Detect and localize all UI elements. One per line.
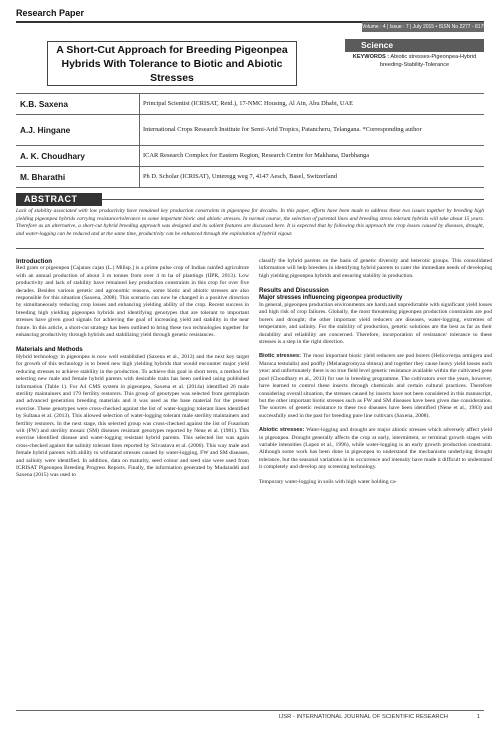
abiotic-text: Water-logging and drought are major abiotic stresses which adversely affect yield in pigeonpea. Drought generally affects the crop at early, intermittent, or terminal growth stages with variable intensities (Lopez et al., 1996), while water-logging is an early growth production constraint. Although some work has been done in pigeonpea to understand the mechanisms underlying drought tolerance, but the seasonal variations in its occurrence and intensity have made it difficult to understand it completely and develop any screening technology. (259, 427, 493, 471)
title-box (47, 41, 297, 86)
author-table (16, 93, 484, 188)
subject-label: Science (345, 39, 484, 52)
intro-paragraph: Red gram or pigeonpea [Cajanus cajan (L.) Millsp.] is a prime pulse crop of Indian rainfed agriculture with an annual production of about 3 m tonnes from over 4 m ha of plantings (IIPR, 2013). Low productivity and lack of stability have remained key production constraints in this crop for over five decades. Besides various genetic and agronomic reasons, some biotic and abiotic stresses are also responsible for this situation (Saxena, 2008). This scenario can now be changed in a positive direction by simultaneously reducing crop losses and enhancing yielding ability of the crop. Recent success in breeding high yielding pigeonpea hybrids and identifying genotypes that are tolerant to important stresses have given good signals for achieving the goal of increasing yield and stability in the near future. In this article, a short-cut strategy has been outlined to bring these two technologies together for enhancing productivity through hybrids and stabilizing yield through genetic resistances. (16, 265, 249, 339)
author-affiliation: Principal Scientist (ICRISAT, Retd.), 17-NMC Housing, Al Ain, Abu Dhabi, UAE (143, 100, 354, 107)
page-header (16, 8, 487, 42)
methods-paragraph: Hybrid technology in pigeonpea is now well established (Saxena et al., 2013) and the next key target for growth of this technology is to breed new high yielding hybrids that would encounter major yield reducing stresses to achieve stability in the production. To achieve this goal in short term, a method for selecting new male and female hybrid parents with desirable traits has been outlined using published information (Table 1). For A4 CMS system in pigeonpea, Saxena et al. (2014a) identified 26 male sterility maintainers and 179 fertility restorers. This group of genotypes was selected from germplasm and advanced generation breeding materials and it was used as the base material for the present exercise. These genotypes were cross-checked against the list of water-logging tolerant lines identified by Sultana et al. (2013). This allowed selection of water-logging tolerant male sterility maintainers and fertility restorers. In the next stage, this selected group was cross-checked against the list of Fusarium wilt (FW) and sterility mosaic (SM) diseases resistant genotypes reported by Nene et al. (1981). This exercise identified disease and water-logging resistant hybrid parents. This selected list was again cross-checked against the salinity tolerant lines reported by Srivastava et al. (2006). This way male and female hybrid parents with ability to withstand stresses caused by water-logging, FW and SM diseases, and salinity were identified. In addition, data on maturity, seed colour and seed size were used from ICRISAT Pigeonpea Breeding Progress Reports. Finally, the information generated by Mudaraddi and Saxena (2015) was used to (16, 353, 249, 479)
biotic-text: The most important biotic yield reducers are pod borers (Helicoverpa armigera and Maruca testulalis) and podfly (Melanagromyza obtusa) and together they cause heavy yield losses each year; and unfortunately there is no true field level genetic resistance available within the cultivated gene pool (Choudhary et al., 2013) for use in breeding programme. The cultivators over the years, however, have learned to control these insects through chemicals and certain cultural practices. Therefore considering overall situation, the stresses caused by insects have not been considered in this manuscript, but the other important biotic stresses such as FW and SM diseases have been given due consideration. The sources of genetic resistance to these two diseases have been identified (Nene et al., 1983) and successfully used in the past for breeding pure line cultivars (Saxena, 2008). (259, 353, 493, 419)
volume-info: Volume : 4 | Issue : 7 | July 2015 • ISSN No 2277 - 8179 (362, 24, 487, 30)
abiotic-paragraph (259, 427, 492, 471)
author-affiliation: ICAR Research Complex for Eastern Region, Research Centre for Makhana, Darbhanga (143, 152, 370, 159)
abstract-label: ABSTRACT (16, 193, 102, 206)
keywords-label: KEYWORDS : (352, 54, 390, 60)
left-column (16, 258, 249, 487)
author-row (16, 115, 484, 146)
author-name: M. Bharathi (16, 167, 140, 187)
results-paragraph: In general, pigeonpea production environments are harsh and unpredictable with significant yield losses and high risk of crop failures. Globally, the most threatening pigeonpea production constraints are pod borers and drought; the other important yield reducers are diseases, water-logging, extremes of temperature, and salinity. For the stability of production, genetic solutions are the best as far as their durability and reliability are concerned. Therefore, incorporation of resistance/ tolerance to these stresses is a step in the right direction. (259, 302, 492, 346)
author-name: A.J. Hingane (16, 115, 140, 145)
keywords (345, 52, 484, 69)
paper-title: A Short-Cut Approach for Breeding Pigeonpea Hybrids With Tolerance to Biotic and Abiotic Stresses (56, 43, 288, 84)
keywords-text: Abiotic stresses-Pigeonpea-Hybrid breeding-Stability-Tolerance (379, 54, 477, 68)
author-affiliation: Ph D. Scholar (ICRISAT), Unteregg weg 7, 4147 Aesch, Basel, Switzerland (143, 173, 337, 180)
author-affiliation: International Crops Research Institute for Semi-Arid Tropics, Patancheru, Telangana. *Corresponding author (143, 126, 422, 133)
page-footer (16, 710, 484, 724)
subject-box (345, 39, 484, 89)
author-name: K.B. Saxena (16, 94, 140, 114)
results-heading: Results and Discussion (259, 287, 329, 295)
author-row (16, 146, 484, 167)
biotic-lead: Biotic stresses: (259, 353, 301, 360)
right-column (259, 258, 492, 493)
abstract-rule (102, 199, 484, 200)
intro-heading: Introduction (16, 258, 53, 265)
author-row (16, 167, 484, 188)
biotic-paragraph (259, 353, 492, 420)
waterlogging-paragraph: Temporary water-logging in soils with high water holding ca- (259, 478, 397, 485)
page-number: 1 (476, 714, 480, 720)
author-name: A. K. Choudhary (16, 146, 140, 166)
footer-journal: IJSR - INTERNATIONAL JOURNAL OF SCIENTIFIC RESEARCH (278, 714, 448, 720)
abstract-header (16, 193, 484, 206)
abstract-text: Lack of stability associated with low productivity have remained key production constraints in pigeonpea for decades. In this paper, efforts have been made to address these two issues together by breeding high yielding pigeonpea hybrids carrying resistance/tolerance to some important biotic and abiotic stresses. In normal course, the selection of parental lines and breeding stress tolerant hybrids will take about 15 years. Therefore as an alternative, a short-cut hybrid breeding approach was designed and its salient features are discussed here. It is expected that by following this approach the crop losses caused by diseases, drought, and water-logging can be reduced and at the same time, productivity can be enhanced through the exploitation of hybrid vigour. (16, 208, 484, 237)
abstract-bottom-rule (16, 248, 484, 249)
methods-continued-paragraph: classify the hybrid parents on the basis of genetic diversity and heterotic groups. This consolidated information will help breeders in identifying hybrid parents to cater the immediate needs of developing high yielding pigeonpea hybrids and ensuring stability in production. (259, 258, 492, 279)
results-subheading: Major stresses influencing pigeonpea productivity (259, 294, 403, 301)
abiotic-lead: Abiotic stresses: (259, 427, 305, 434)
paper-type-label: Research Paper (16, 8, 85, 18)
methods-heading: Materials and Methods (16, 346, 83, 354)
author-row (16, 94, 484, 115)
